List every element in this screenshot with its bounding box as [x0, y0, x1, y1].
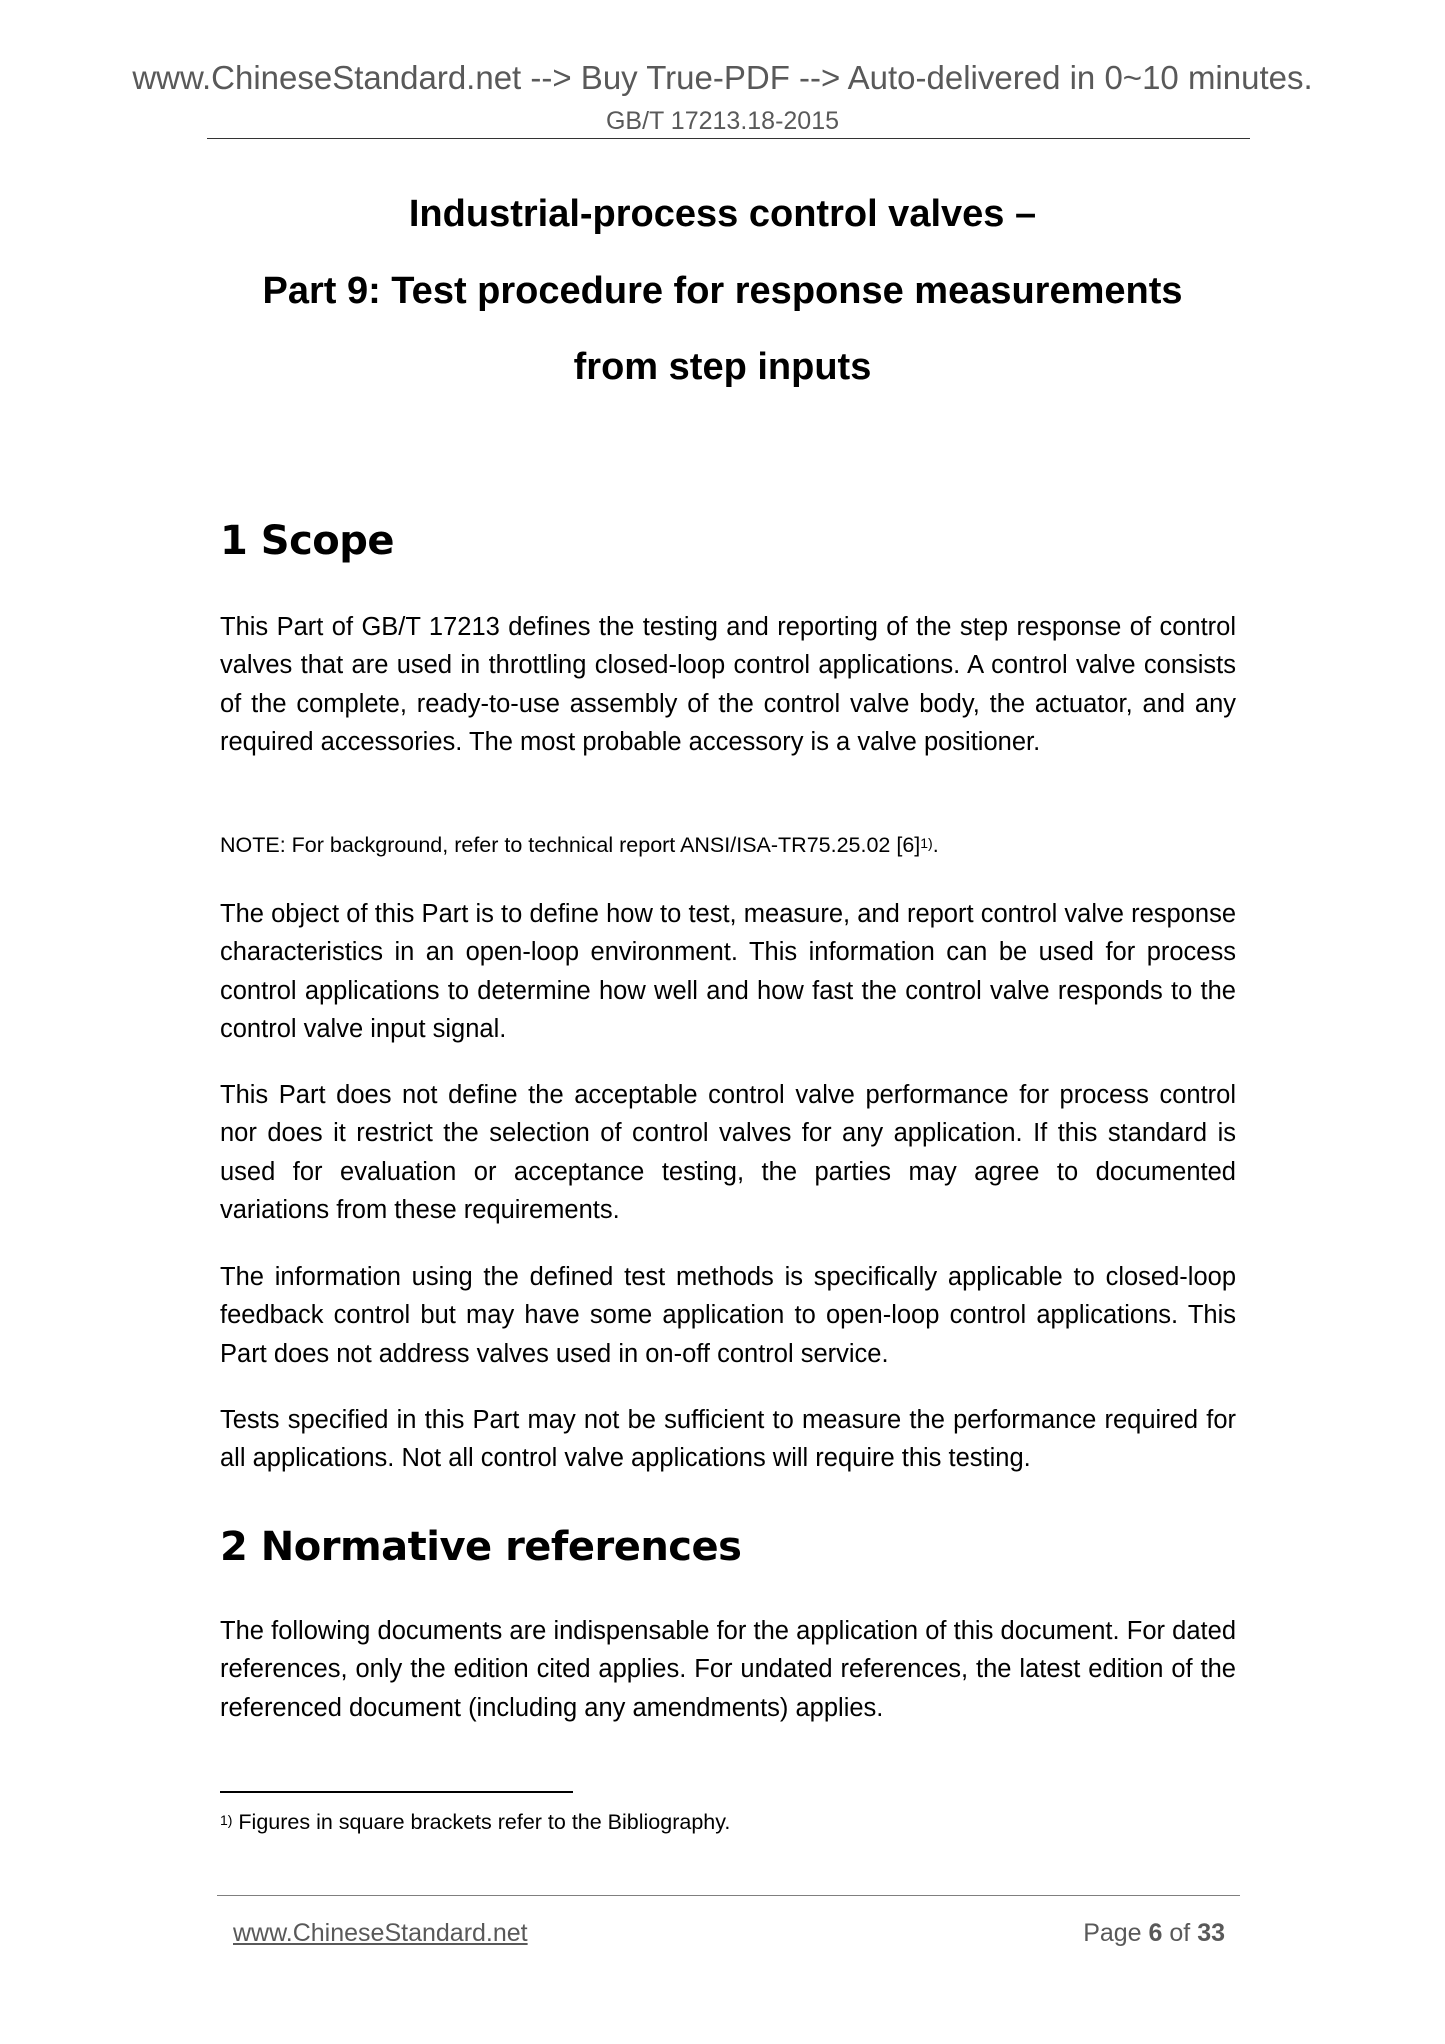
scope-note: [220, 830, 1236, 860]
note-footnote-marker[interactable]: 1): [920, 835, 933, 851]
scope-paragraph-2: The object of this Part is to define how to test, measure, and report control valve response characteristics in an open-loop environment. This information can be used for process control applications to determine how well and how fast the control valve responds to the control valve input signal.: [220, 900, 1236, 1043]
section-heading-scope: 1 Scope: [220, 518, 395, 564]
normative-paragraph-1: The following documents are indispensable for the application of this document. For dated references, only the edition cited applies. For undated references, the latest edition of the referenced document (including any amendments) applies.: [220, 1617, 1236, 1722]
page-number: [1083, 1917, 1225, 1949]
page-total: 33: [1197, 1919, 1225, 1947]
footnote-marker: 1): [220, 1812, 233, 1828]
note-end: .: [932, 833, 939, 857]
footnote-divider: [220, 1791, 573, 1793]
scope-paragraph-5: Tests specified in this Part may not be sufficient to measure the performance required for all applications. Not all control valve applications will require this testing.: [220, 1406, 1236, 1473]
page-of: of: [1162, 1919, 1198, 1947]
scope-paragraph-4: The information using the defined test methods is specifically applicable to closed-loop feedback control but may have some application to open-loop control applications. This Part does not address valves used in on-off control service.: [220, 1263, 1236, 1368]
page-current: 6: [1148, 1919, 1163, 1947]
document-title-line-1: Industrial-process control valves –: [408, 193, 1037, 235]
footnote: [220, 1808, 730, 1836]
section-heading-normative-references: 2 Normative references: [220, 1524, 742, 1570]
footnote-text: Figures in square brackets refer to the Bibliography.: [232, 1810, 731, 1834]
footer-divider: [217, 1895, 1240, 1896]
footer-website-link[interactable]: www.ChineseStandard.net: [233, 1919, 528, 1947]
standard-number: GB/T 17213.18-2015: [605, 107, 840, 135]
document-title-line-3: from step inputs: [573, 346, 872, 388]
page-label: Page: [1083, 1919, 1149, 1947]
note-text: NOTE: For background, refer to technical report ANSI/ISA-TR75.25.02 [6]: [220, 833, 921, 857]
header-banner: www.ChineseStandard.net --> Buy True-PDF --> Auto-delivered in 0~10 minutes.: [132, 59, 1313, 96]
scope-paragraph-3: This Part does not define the acceptable control valve performance for process control nor does it restrict the selection of control valves for any application. If this standard is used for evaluation or acceptance testing, the parties may agree to documented variations from these requirements.: [220, 1081, 1236, 1224]
header-divider: [207, 138, 1250, 139]
document-title-line-2: Part 9: Test procedure for response measurements: [262, 270, 1183, 312]
scope-paragraph-1: This Part of GB/T 17213 defines the testing and reporting of the step response of control valves that are used in throttling closed-loop control applications. A control valve consists of the complete, ready-to-use assembly of the control valve body, the actuator, and any required accessories. The most probable accessory is a valve positioner.: [220, 613, 1236, 756]
